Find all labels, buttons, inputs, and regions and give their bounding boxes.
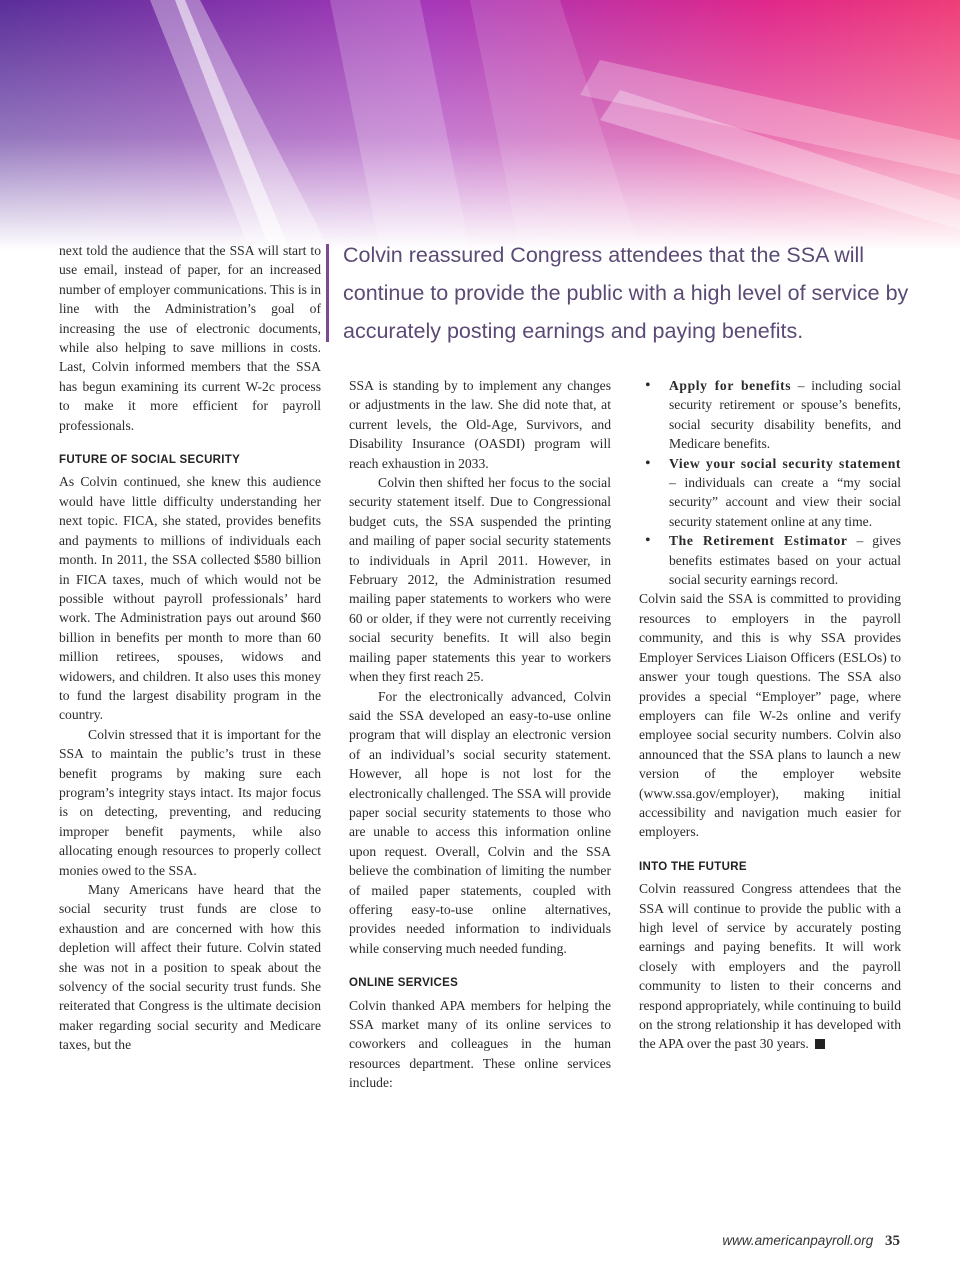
list-item-title: Apply for benefits [669, 378, 792, 393]
paragraph: For the electronically advanced, Colvin said the SSA developed an easy-to-use online program that will display an electronic version of an individual’s social security statement. However, all hope is not lost for the electronically challenged. The SSA will provide paper social security statements to those who are unable to access this information online upon request. Overall, Colvin and the SSA believe the combination of limiting the number of mailed paper statements, coupled with offering easy-to-use online alternatives, provides needed information to individuals while conserving much needed funding. [349, 688, 611, 956]
paragraph: Many Americans have heard that the social security trust funds are close to exhaustion and are concerned with how this depletion will affect their future. Colvin stated she was not in a position to speak about the solvency of the social security trust funds. She reiterated that Congress is the ultimate decision maker regarding social security and Medicare taxes, but the [59, 882, 321, 1053]
section-heading-future: FUTURE OF SOCIAL SECURITY [59, 454, 241, 467]
page-number: 35 [885, 1233, 900, 1249]
pull-quote-text: Colvin reassured Congress attendees that the SSA will continue to provide the public with a high level of service by accurately posting earnings and paying benefits. [343, 243, 909, 343]
services-list [639, 376, 901, 589]
paragraph: As Colvin continued, she knew this audience would have little difficulty understanding her next topic. FICA, she stated, provides benefits and payments to millions of individuals each month. In 2011, the SSA collected $580 billion in FICA taxes, much of which would not be possible without payroll professionals’ hard work. The Administration pays out around $60 billion in benefits per month to more than 60 million retirees, spouses, widows and widowers, and children. It also uses this money to fund the largest disability program in the country. [59, 474, 321, 723]
paragraph: Colvin then shifted her focus to the social security statement itself. Due to Congressional budget cuts, the SSA suspended the printing and mailing of paper social security statements to individuals in April 2011. However, in February 2012, the Administration resumed mailing paper statements to workers who were 60 or older, if they were not currently receiving social security benefits. It will also begin mailing paper statements this year to workers when they first reach 25. [349, 475, 611, 685]
column-3 [639, 376, 901, 1054]
page-footer [722, 1233, 900, 1250]
paragraph: Colvin said the SSA is committed to providing resources to employers in the payroll community, and this is why SSA provides Employer Services Liaison Officers (ESLOs) to answer your tough questions. The SSA also provides a special “Employer” page, where employers can file W-2s online and verify employee social security numbers. Colvin also announced that the SSA plans to launch a new version of the employer website (www.ssa.gov/employer), making initial accessibility and navigation much easier for employers. [639, 591, 901, 840]
paragraph-final [639, 879, 901, 1054]
list-item-title: The Retirement Estimator [669, 533, 848, 549]
section-heading-online-services: ONLINE SERVICES [349, 977, 459, 990]
paragraph: SSA is standing by to implement any changes or adjustments in the law. She did note that, at current levels, the Old-Age, Survivors, and Disability Insurance (OASDI) program will reach exhaustion in 2033. [349, 378, 611, 471]
column-1 [59, 241, 321, 1055]
end-mark-icon [815, 1039, 825, 1049]
list-item [639, 531, 901, 589]
footer-url: www.americanpayroll.org [722, 1233, 874, 1248]
list-item [639, 454, 901, 532]
list-item-title: View your social security statement [669, 455, 901, 471]
list-item-text: – individuals can create a “my social security” account and view their social security statement online at any time. [669, 475, 901, 529]
column-2 [349, 376, 611, 1093]
decorative-banner [0, 0, 960, 250]
banner-graphic [0, 0, 960, 250]
list-item [639, 376, 901, 454]
section-heading-into-the-future: INTO THE FUTURE [639, 860, 747, 873]
paragraph: next told the audience that the SSA will start to use email, instead of paper, for an increased number of employer communications. This is in line with the Administration’s goal of increasing the use of electronic documents, while also helping to save millions in costs. Last, Colvin informed members that the SSA has begun examining its current W-2c process to make it more efficient for payroll professionals. [59, 243, 321, 433]
list-item-text: – including social security retirement or spouse’s benefits, social security disability benefits, and Medicare benefits. [669, 378, 901, 452]
pull-quote-bar [326, 244, 329, 342]
paragraph-text: Colvin reassured Congress attendees that the SSA will continue to provide the public with a high level of service by accurately posting earnings and paying benefits. It will work closely with employers and the payroll community to listen to their concerns and respond appropriately, while continuing to build on the strong relationship it has developed with the APA over the past 30 years. [639, 881, 901, 1052]
list-item-text: – gives benefits estimates based on your actual social security earnings record. [669, 533, 901, 588]
paragraph: Colvin thanked APA members for helping the SSA market many of its online services to coworkers and colleagues in the human resources department. These online services include: [349, 997, 611, 1091]
paragraph: Colvin stressed that it is important for the SSA to maintain the public’s trust in these benefit programs by making sure each program’s integrity stays intact. Its major focus is on detecting, preventing, and reducing improper benefit payments, while also allocating enough resources to properly collect monies owed to the SSA. [59, 726, 321, 878]
